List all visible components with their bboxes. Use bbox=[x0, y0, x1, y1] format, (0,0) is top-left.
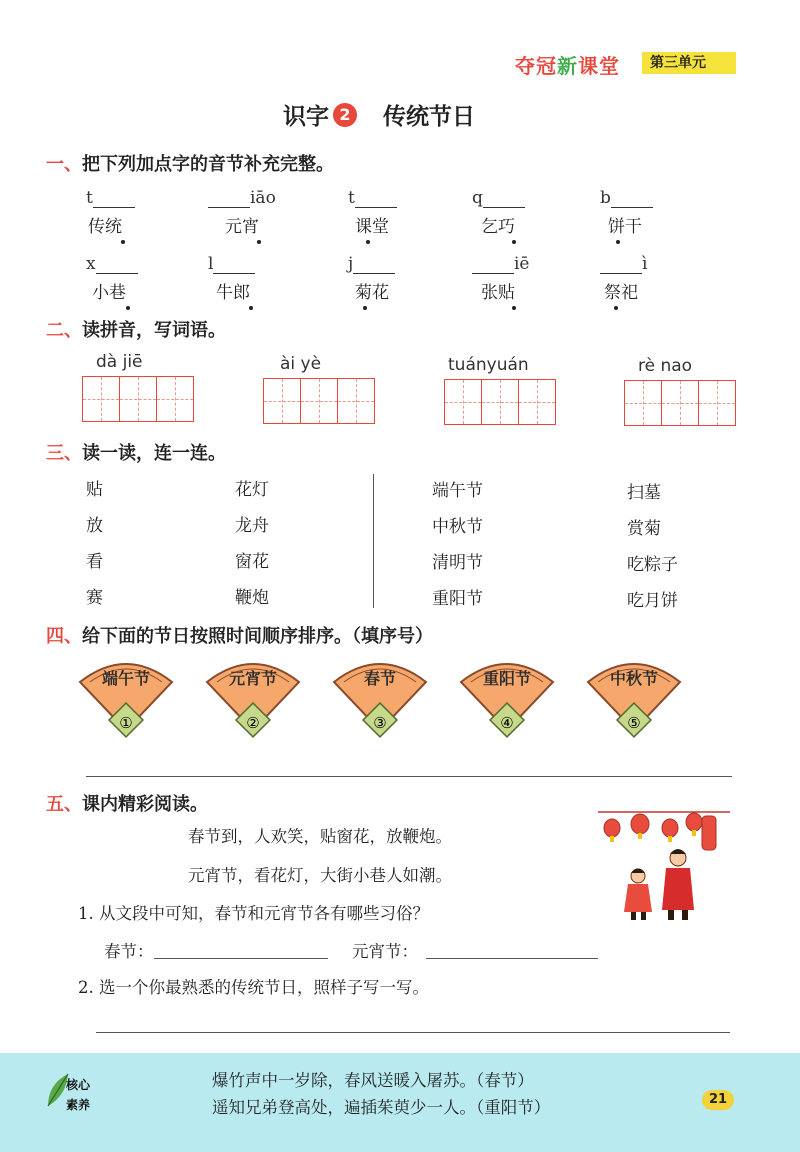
word-3: 课堂 bbox=[355, 217, 389, 237]
custom-3[interactable]: 吃粽子 bbox=[627, 555, 678, 575]
verb-4[interactable]: 赛 bbox=[86, 588, 103, 608]
section5-title: 五、课内精彩阅读。 bbox=[46, 794, 208, 815]
fan-yuanxiao bbox=[207, 664, 299, 737]
core-literacy-badge: 核心 素养 bbox=[66, 1078, 91, 1112]
unit-tag: 第三单元 bbox=[642, 52, 736, 74]
writing-grid-4[interactable] bbox=[624, 380, 736, 426]
writing-grid-2[interactable] bbox=[263, 378, 375, 424]
word-6: 小巷 bbox=[92, 283, 126, 303]
word-9: 张贴 bbox=[481, 283, 515, 303]
festival-3[interactable]: 清明节 bbox=[432, 553, 483, 573]
syllable-9: iē bbox=[472, 254, 530, 274]
fan-chongyang bbox=[461, 664, 553, 737]
svg-text:④: ④ bbox=[500, 714, 514, 732]
festival-4[interactable]: 重阳节 bbox=[432, 589, 483, 609]
column-divider bbox=[373, 474, 374, 608]
festival-2[interactable]: 中秋节 bbox=[432, 517, 483, 537]
section1-title: 一、把下列加点字的音节补充完整。 bbox=[46, 154, 334, 175]
syllable-4: q bbox=[472, 188, 525, 208]
custom-1[interactable]: 扫墓 bbox=[627, 483, 661, 503]
syllable-3: t bbox=[348, 188, 397, 208]
fan-chunjie bbox=[334, 664, 426, 737]
syllable-7: l bbox=[208, 254, 255, 274]
section2-title: 二、读拼音，写词语。 bbox=[46, 320, 226, 341]
pinyin-2: ài yè bbox=[280, 354, 322, 374]
festival-illustration bbox=[598, 800, 730, 924]
svg-text:重阳节: 重阳节 bbox=[482, 669, 532, 688]
answer-label-spring: 春节： bbox=[104, 942, 154, 961]
emphasis-dot bbox=[616, 240, 620, 244]
footer-quote-1: 爆竹声中一岁除，春风送暖入屠苏。（春节） bbox=[212, 1071, 534, 1090]
answer-blank-spring[interactable] bbox=[154, 958, 328, 959]
emphasis-dot bbox=[363, 306, 367, 310]
lesson-number-badge: 2 bbox=[333, 103, 357, 127]
footer-quote-2: 遥知兄弟登高处，遍插茱萸少一人。（重阳节） bbox=[212, 1098, 551, 1117]
word-10: 祭祀 bbox=[604, 283, 638, 303]
word-4: 乞巧 bbox=[481, 217, 515, 237]
syllable-1: t bbox=[86, 188, 135, 208]
question-2: 2. 选一个你最熟悉的传统节日，照样子写一写。 bbox=[78, 978, 429, 997]
custom-4[interactable]: 吃月饼 bbox=[627, 591, 678, 611]
noun-1[interactable]: 花灯 bbox=[235, 480, 269, 500]
fan-zhongqiu bbox=[588, 664, 680, 737]
pinyin-3: tuányuán bbox=[448, 355, 529, 375]
noun-4[interactable]: 鞭炮 bbox=[235, 588, 269, 608]
writing-grid-1[interactable] bbox=[82, 376, 194, 422]
verb-2[interactable]: 放 bbox=[86, 516, 103, 536]
writing-grid-3[interactable] bbox=[444, 379, 556, 425]
emphasis-dot bbox=[512, 306, 516, 310]
answer-blank-lantern[interactable] bbox=[426, 958, 598, 959]
brand-logo: 夺冠新课堂 bbox=[515, 54, 620, 78]
svg-text:中秋节: 中秋节 bbox=[609, 669, 659, 688]
emphasis-dot bbox=[366, 240, 370, 244]
syllable-5: b bbox=[600, 188, 653, 208]
word-1: 传统 bbox=[88, 217, 122, 237]
festival-fans bbox=[70, 652, 710, 748]
svg-text:春节: 春节 bbox=[363, 669, 397, 688]
answer-label-lantern: 元宵节： bbox=[352, 942, 418, 961]
answer-line[interactable] bbox=[86, 776, 732, 777]
poem-line-1: 春节到，人欢笑，贴窗花，放鞭炮。 bbox=[188, 827, 452, 846]
section3-title: 三、读一读，连一连。 bbox=[46, 443, 226, 464]
noun-3[interactable]: 窗花 bbox=[235, 552, 269, 572]
svg-text:端午节: 端午节 bbox=[101, 669, 151, 688]
syllable-2: iāo bbox=[208, 188, 276, 208]
emphasis-dot bbox=[249, 306, 253, 310]
word-7: 牛郎 bbox=[216, 283, 250, 303]
verb-3[interactable]: 看 bbox=[86, 552, 103, 572]
emphasis-dot bbox=[257, 240, 261, 244]
syllable-10: ì bbox=[600, 254, 647, 274]
page-title bbox=[283, 98, 475, 131]
syllable-6: x bbox=[86, 254, 138, 274]
fan-duanwu bbox=[80, 664, 172, 737]
custom-2[interactable]: 赏菊 bbox=[627, 519, 661, 539]
section4-title: 四、给下面的节日按照时间顺序排序。（填序号） bbox=[46, 626, 433, 647]
word-8: 菊花 bbox=[355, 283, 389, 303]
word-2: 元宵 bbox=[225, 217, 259, 237]
svg-text:⑤: ⑤ bbox=[627, 714, 641, 732]
title-prefix: 识字 bbox=[283, 104, 329, 130]
svg-text:①: ① bbox=[119, 714, 133, 732]
svg-text:元宵节: 元宵节 bbox=[228, 669, 278, 688]
festival-1[interactable]: 端午节 bbox=[432, 481, 483, 501]
poem-line-2: 元宵节，看花灯，大街小巷人如潮。 bbox=[188, 866, 452, 885]
noun-2[interactable]: 龙舟 bbox=[235, 516, 269, 536]
verb-1[interactable]: 贴 bbox=[86, 480, 103, 500]
page-number: 21 bbox=[702, 1090, 734, 1110]
emphasis-dot bbox=[126, 306, 130, 310]
emphasis-dot bbox=[121, 240, 125, 244]
emphasis-dot bbox=[512, 240, 516, 244]
question-1: 1. 从文段中可知，春节和元宵节各有哪些习俗？ bbox=[78, 904, 429, 923]
svg-text:②: ② bbox=[246, 714, 260, 732]
svg-text:③: ③ bbox=[373, 714, 387, 732]
word-5: 饼干 bbox=[608, 217, 642, 237]
pinyin-4: rè nao bbox=[638, 356, 693, 376]
answer-line-q2[interactable] bbox=[96, 1032, 730, 1033]
title-name: 传统节日 bbox=[383, 104, 475, 130]
pinyin-1: dà jiē bbox=[96, 352, 143, 372]
emphasis-dot bbox=[614, 306, 618, 310]
syllable-8: j bbox=[348, 254, 395, 274]
